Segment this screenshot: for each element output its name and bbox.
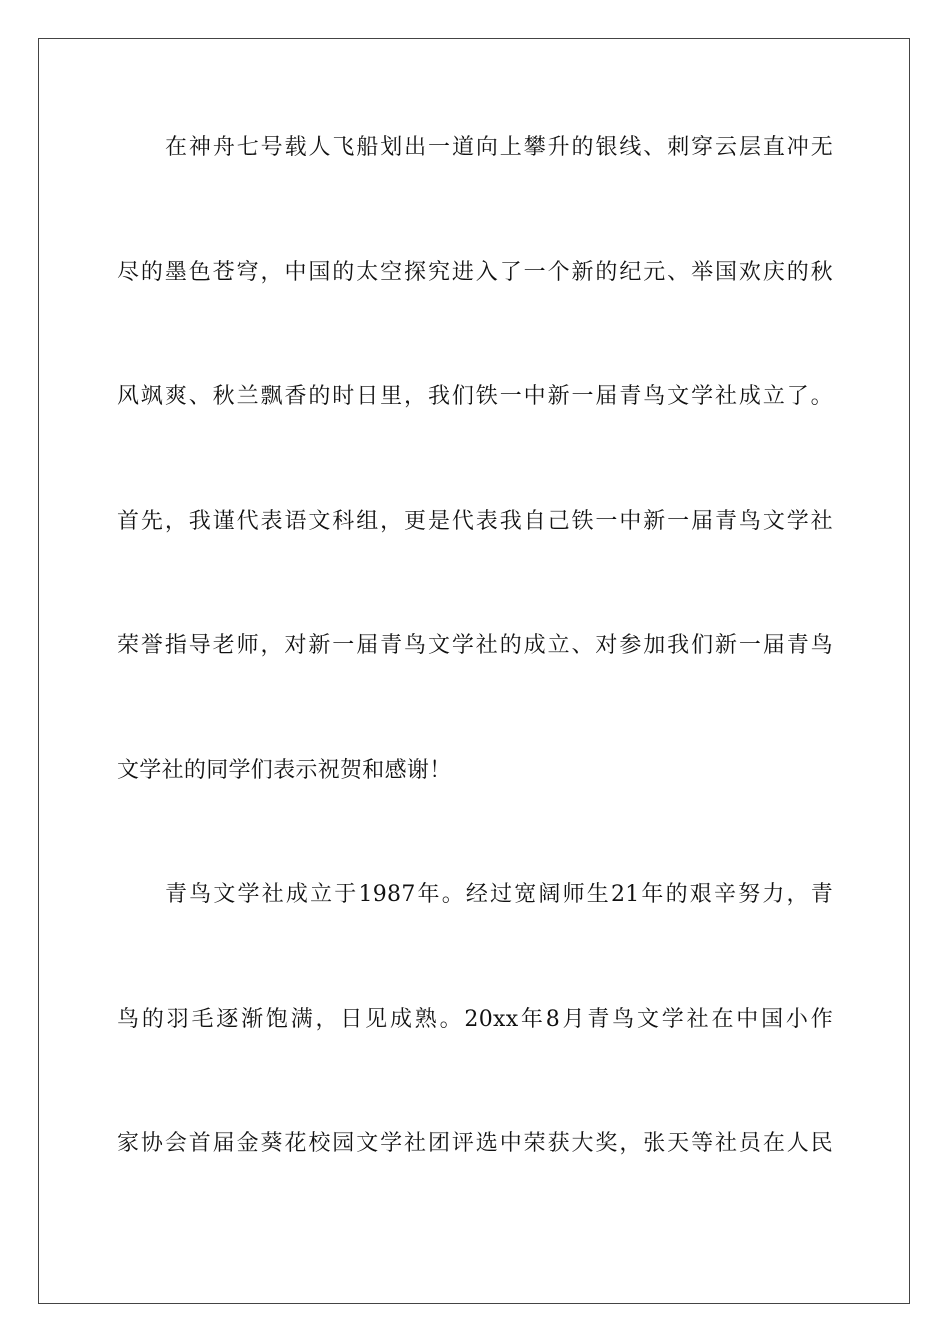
text-line: 文学社的同学们表示祝贺和感谢！ xyxy=(117,758,452,783)
text-line: 青鸟文学社成立于1987年。经过宽阔师生21年的艰辛努力，青 xyxy=(165,882,833,907)
text-line: 风飒爽、秋兰飘香的时日里，我们铁一中新一届青鸟文学社成立了。 xyxy=(117,384,833,409)
text-line: 家协会首届金葵花校园文学社团评选中荣获大奖，张天等社员在人民 xyxy=(117,1131,833,1156)
text-line: 首先，我谨代表语文科组，更是代表我自己铁一中新一届青鸟文学社 xyxy=(117,509,833,534)
text-line: 在神舟七号载人飞船划出一道向上攀升的银线、刺穿云层直冲无 xyxy=(165,135,833,160)
text-line: 尽的墨色苍穹，中国的太空探究进入了一个新的纪元、举国欢庆的秋 xyxy=(117,260,833,285)
page-frame xyxy=(38,38,910,1304)
text-line: 荣誉指导老师，对新一届青鸟文学社的成立、对参加我们新一届青鸟 xyxy=(117,633,833,658)
text-line: 鸟的羽毛逐渐饱满，日见成熟。20xx年8月青鸟文学社在中国小作 xyxy=(117,1007,833,1032)
